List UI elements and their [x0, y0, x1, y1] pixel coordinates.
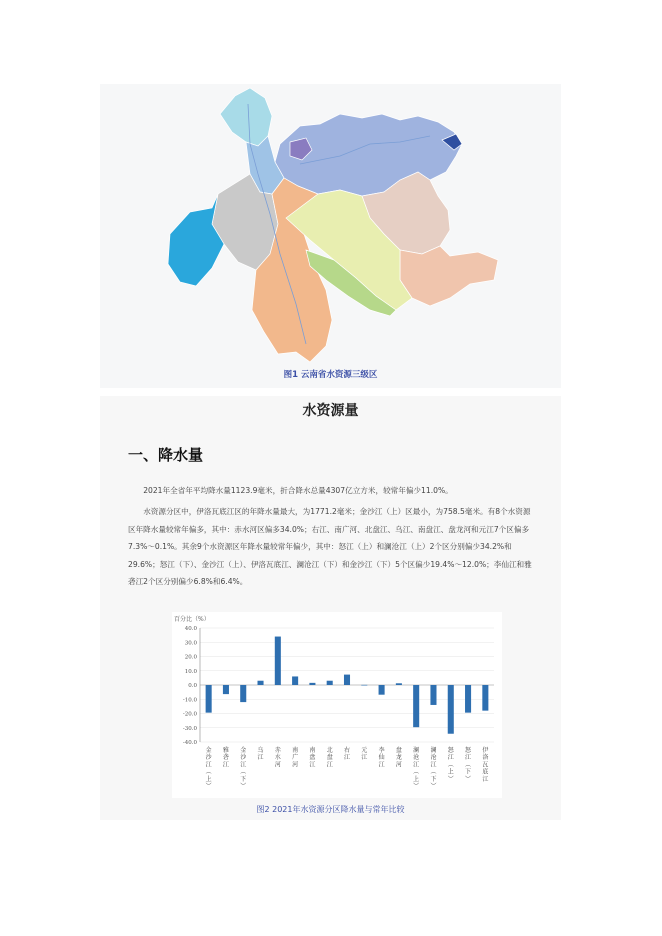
x-tick-label-char: 赤 [274, 747, 281, 754]
yunnan-water-resource-map [100, 84, 561, 388]
x-tick-label-char: 江 [309, 761, 316, 769]
x-tick-label-char: 沙 [205, 754, 212, 762]
bar-chart [172, 612, 502, 798]
x-tick-label-char: 澜 [413, 747, 420, 754]
bar [206, 685, 212, 713]
x-tick-label-char: 沙 [240, 754, 247, 762]
x-tick-label-char: 底 [482, 768, 489, 776]
bar [482, 685, 488, 711]
article-section [100, 396, 561, 820]
x-tick-label-char: 仙 [378, 754, 385, 762]
bar [448, 685, 454, 734]
x-tick-label-char: 江 [413, 761, 420, 769]
x-tick-label-char: 北 [326, 747, 333, 754]
y-tick-label: 20.0 [184, 654, 197, 661]
y-tick-label: -30.0 [182, 725, 197, 732]
bar [413, 685, 419, 727]
bar [465, 685, 471, 713]
x-tick-label-char: 盘 [395, 747, 402, 754]
bar [379, 685, 385, 695]
x-tick-label-char: 伊 [482, 747, 489, 754]
x-tick-label-char: 河 [274, 761, 281, 769]
x-tick-label-char: 广 [292, 754, 299, 762]
precipitation-chart [172, 612, 502, 798]
y-axis-label: 百分比（%） [174, 616, 210, 623]
x-tick-label-char: 沧 [430, 754, 437, 762]
x-tick-label-char: ︵ [240, 768, 247, 776]
x-tick-label-char: ︶ [413, 783, 420, 790]
x-tick-label-char: 盘 [326, 754, 333, 762]
y-tick-label: 30.0 [184, 640, 197, 647]
map-caption: 图1 云南省水资源三级区 [283, 370, 378, 380]
x-tick-label-char: ︶ [447, 775, 454, 783]
x-tick-label-char: 下 [240, 775, 247, 783]
bar [258, 681, 264, 685]
x-tick-label-char: 江 [465, 754, 472, 762]
x-tick-label-char: 沧 [413, 754, 420, 762]
bar [361, 685, 367, 686]
x-tick-label-char: 怒 [465, 747, 472, 754]
x-tick-label-char: ︵ [205, 768, 212, 776]
y-tick-label: -20.0 [182, 711, 197, 718]
x-tick-label-char: 龙 [395, 754, 402, 762]
x-tick-label-char: 洛 [482, 754, 489, 762]
y-tick-label: 10.0 [184, 668, 197, 675]
x-tick-label-char: 河 [395, 761, 402, 769]
chart-caption: 图2 2021年水资源分区降水量与常年比较 [256, 805, 405, 814]
x-tick-label-char: 瓦 [482, 761, 489, 769]
map-region-southeast [400, 246, 498, 306]
paragraph-detail: 水资源分区中，伊洛瓦底江区的年降水量最大，为1771.2毫米；金沙江（上）区最小，为758.5毫米。有8个水资源区年降水量较常年偏多，其中：赤水河区偏多34.0%；右江、南广河、北盘江、乌江、南盘江、盘龙河和元江7个区偏多7.3%～0.1%。其余9个水资源区年降水量较常年偏少，其中：怒江（上）和澜沧江（上）2个区分别偏少34.2%和29.6%；怒江（下）、金沙江（上）、伊洛瓦底江、澜沧江（下）和金沙江（下）5个区偏少19.4%～12.0%；李仙江和雅砻江2个区分别偏少6.8%和6.4%。 [128, 507, 532, 586]
x-tick-label-char: 江 [430, 761, 437, 769]
x-tick-label-char: 江 [482, 775, 489, 783]
bar [223, 685, 229, 694]
y-tick-label: 0.0 [188, 683, 197, 689]
x-tick-label-char: 江 [361, 754, 368, 762]
x-tick-label-char: 水 [274, 754, 281, 762]
x-tick-label-char: 怒 [447, 747, 454, 754]
x-tick-label-char: 江 [343, 754, 351, 762]
section-heading: 一、降水量 [128, 446, 204, 464]
map-region-jinsha-upper [220, 88, 272, 146]
x-tick-label-char: 李 [378, 747, 385, 754]
x-tick-label-char: 江 [222, 761, 229, 769]
bar [430, 685, 436, 705]
x-tick-label-char: 江 [205, 761, 212, 769]
x-tick-label-char: 上 [205, 775, 212, 783]
x-tick-label-char: 雅 [222, 747, 229, 754]
x-tick-label-char: ︵ [430, 768, 437, 776]
x-tick-label-char: 江 [240, 761, 247, 769]
x-tick-label-char: 金 [240, 747, 247, 754]
bar [344, 675, 350, 685]
x-tick-label-char: 右 [343, 747, 351, 754]
x-tick-label-char: 上 [413, 775, 420, 783]
x-tick-label-char: 上 [447, 768, 454, 776]
x-tick-label-char: ︵ [465, 761, 472, 769]
bar [240, 685, 246, 702]
x-tick-label-char: ︶ [205, 783, 212, 790]
x-tick-label-char: 江 [257, 754, 264, 762]
x-tick-label-char: 金 [205, 747, 212, 754]
x-tick-label-char: 下 [430, 775, 437, 783]
x-tick-label-char: 下 [465, 768, 472, 776]
x-tick-label-char: 元 [361, 747, 368, 754]
x-tick-label-char: 乌 [257, 747, 264, 754]
x-tick-label-char: ︵ [447, 761, 454, 769]
y-tick-label: -10.0 [182, 697, 197, 704]
page-title: 水资源量 [302, 403, 359, 419]
x-tick-label-char: 澜 [430, 747, 437, 754]
x-tick-label-char: 江 [447, 754, 454, 762]
y-tick-label: -40.0 [182, 740, 197, 746]
x-tick-label-char: 南 [309, 747, 316, 754]
x-tick-label-char: 砻 [222, 754, 229, 762]
x-tick-label-char: ︶ [465, 775, 472, 783]
x-tick-label-char: 江 [378, 761, 385, 769]
y-tick-label: 40.0 [184, 626, 197, 632]
bar [327, 681, 333, 685]
paragraph-summary: 2021年全省年平均降水量1123.9毫米，折合降水总量4307亿立方米，较常年偏少11.0%。 [143, 486, 453, 495]
x-tick-label-char: 河 [292, 761, 299, 769]
bar [275, 637, 281, 685]
x-tick-label-char: ︶ [240, 783, 247, 790]
bar [396, 683, 402, 685]
bar [309, 683, 315, 685]
x-tick-label-char: 江 [326, 761, 333, 769]
bar [292, 676, 298, 685]
map-figure [100, 84, 561, 388]
x-tick-label-char: 盘 [309, 754, 316, 762]
x-tick-label-char: 南 [292, 747, 299, 754]
x-tick-label-char: ︵ [413, 768, 420, 776]
x-tick-label-char: ︶ [430, 783, 437, 790]
